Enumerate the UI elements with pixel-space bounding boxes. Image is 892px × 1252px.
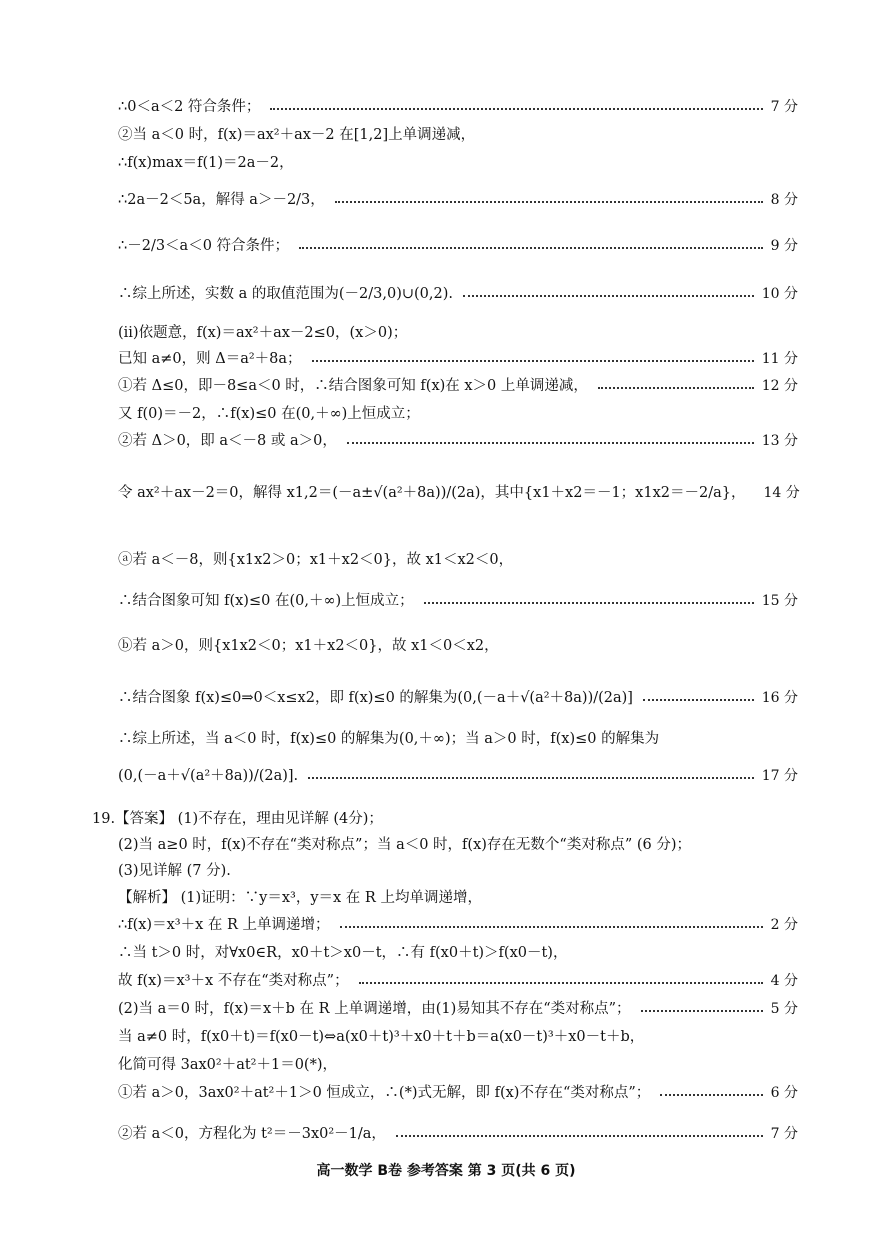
dot-leader — [643, 699, 754, 701]
score: 2 分 — [770, 917, 798, 933]
dot-leader — [335, 201, 763, 203]
line-17: ∴综上所述，当 a＜0 时，f(x)≤0 的解集为(0,＋∞)；当 a＞0 时，f(x)≤0 的解集为 — [118, 731, 660, 747]
dot-leader — [270, 108, 762, 110]
score: 5 分 — [770, 1001, 798, 1017]
score: 4 分 — [770, 973, 798, 989]
dot-leader — [396, 1135, 763, 1137]
score: 13 分 — [761, 433, 798, 449]
line-24: ∴当 t＞0 时，对∀x0∈R，x0＋t＞x0－t，∴有 f(x0＋t)＞f(x0－t)， — [118, 945, 568, 961]
line-10: 又 f(0)＝－2，∴f(x)≤0 在(0,＋∞)上恒成立； — [118, 406, 420, 422]
dot-leader — [463, 295, 754, 297]
dot-leader — [660, 1094, 762, 1096]
score: 7 分 — [770, 1126, 798, 1142]
score: 8 分 — [770, 192, 798, 208]
line-11: ②若 Δ＞0，即 a＜－8 或 a＞0， 13 分 — [118, 433, 798, 449]
page-footer: 高一数学 B卷 参考答案 第 3 页(共 6 页) — [316, 1163, 576, 1179]
score: 9 分 — [770, 238, 798, 254]
score: 14 分 — [763, 485, 800, 501]
line-16: ∴结合图象 f(x)≤0⇒0＜x≤x2，即 f(x)≤0 的解集为(0,(－a＋√(a²＋8a))/(2a)] 16 分 — [118, 690, 798, 706]
dot-leader — [598, 387, 754, 389]
line-14: ∴结合图象可知 f(x)≤0 在(0,＋∞)上恒成立； 15 分 — [118, 593, 798, 609]
line-13: ⓐ若 a＜－8，则{x1x2＞0；x1＋x2＜0}，故 x1＜x2＜0， — [118, 552, 514, 568]
line-3: ∴f(x)max＝f(1)＝2a－2， — [118, 155, 294, 171]
line-27: 当 a≠0 时，f(x0＋t)＝f(x0－t)⇔a(x0＋t)³＋x0＋t＋b＝a(x0－t)³＋x0－t＋b， — [118, 1029, 645, 1045]
score: 17 分 — [761, 768, 798, 784]
line-9: ①若 Δ≤0，即－8≤a＜0 时，∴结合图象可知 f(x)在 x＞0 上单调递减， 12 分 — [118, 378, 798, 394]
dot-leader — [308, 777, 754, 779]
score: 6 分 — [770, 1085, 798, 1101]
line-28: 化简可得 3ax0²＋at²＋1＝0(*)， — [118, 1057, 337, 1073]
dot-leader — [359, 982, 763, 984]
score: 12 分 — [761, 378, 798, 394]
line-8: 已知 a≠0，则 Δ＝a²＋8a； 11 分 — [118, 351, 798, 367]
score: 15 分 — [761, 593, 798, 609]
line-23: ∴f(x)＝x³＋x 在 R 上单调递增； 2 分 — [118, 917, 798, 933]
line-18: (0,(－a＋√(a²＋8a))/(2a)]. 17 分 — [118, 768, 798, 784]
line-5: ∴－2/3＜a＜0 符合条件； 9 分 — [118, 238, 798, 254]
line-15: ⓑ若 a＞0，则{x1x2＜0；x1＋x2＜0}，故 x1＜0＜x2， — [118, 638, 499, 654]
line-1: ∴0＜a＜2 符合条件； 7 分 — [118, 99, 798, 115]
line-22: 【解析】 (1)证明：∵y＝x³，y＝x 在 R 上均单调递增， — [118, 890, 482, 906]
line-12: 令 ax²＋ax－2＝0，解得 x1,2＝(－a±√(a²＋8a))/(2a)，其中{x1＋x2＝－1；x1x2＝－2/a}， 14 分 — [118, 485, 800, 501]
q19-answer: 19.【答案】 (1)不存在，理由见详解 (4分)； — [92, 811, 383, 827]
dot-leader — [641, 1010, 763, 1012]
line-29: ①若 a＞0，3ax0²＋at²＋1＞0 恒成立，∴(*)式无解，即 f(x)不存在“类对称点”； 6 分 — [118, 1085, 798, 1101]
line-25: 故 f(x)＝x³＋x 不存在“类对称点”； 4 分 — [118, 973, 798, 989]
line-20: (2)当 a≥0 时，f(x)不存在“类对称点”；当 a＜0 时，f(x)存在无数个“类对称点” (6 分)； — [118, 837, 691, 853]
line-6: ∴综上所述，实数 a 的取值范围为(－2/3,0)∪(0,2). 10 分 — [118, 286, 798, 302]
line-2: ②当 a＜0 时，f(x)＝ax²＋ax－2 在[1,2]上单调递减， — [118, 127, 476, 143]
score: 10 分 — [761, 286, 798, 302]
line-26: (2)当 a＝0 时，f(x)＝x＋b 在 R 上单调递增，由(1)易知其不存在“类对称点”； 5 分 — [118, 1001, 798, 1017]
dot-leader — [312, 360, 754, 362]
dot-leader — [424, 602, 754, 604]
dot-leader — [299, 247, 763, 249]
dot-leader — [347, 442, 754, 444]
score: 7 分 — [770, 99, 798, 115]
line-21: (3)见详解 (7 分). — [118, 863, 231, 879]
score: 11 分 — [761, 351, 798, 367]
dot-leader — [340, 926, 763, 928]
line-7: (ii)依题意，f(x)＝ax²＋ax－2≤0，(x＞0)； — [118, 325, 408, 341]
score: 16 分 — [761, 690, 798, 706]
line-30: ②若 a＜0，方程化为 t²＝－3x0²－1/a， 7 分 — [118, 1126, 798, 1142]
line-4: ∴2a－2＜5a，解得 a＞－2/3， 8 分 — [118, 192, 798, 208]
